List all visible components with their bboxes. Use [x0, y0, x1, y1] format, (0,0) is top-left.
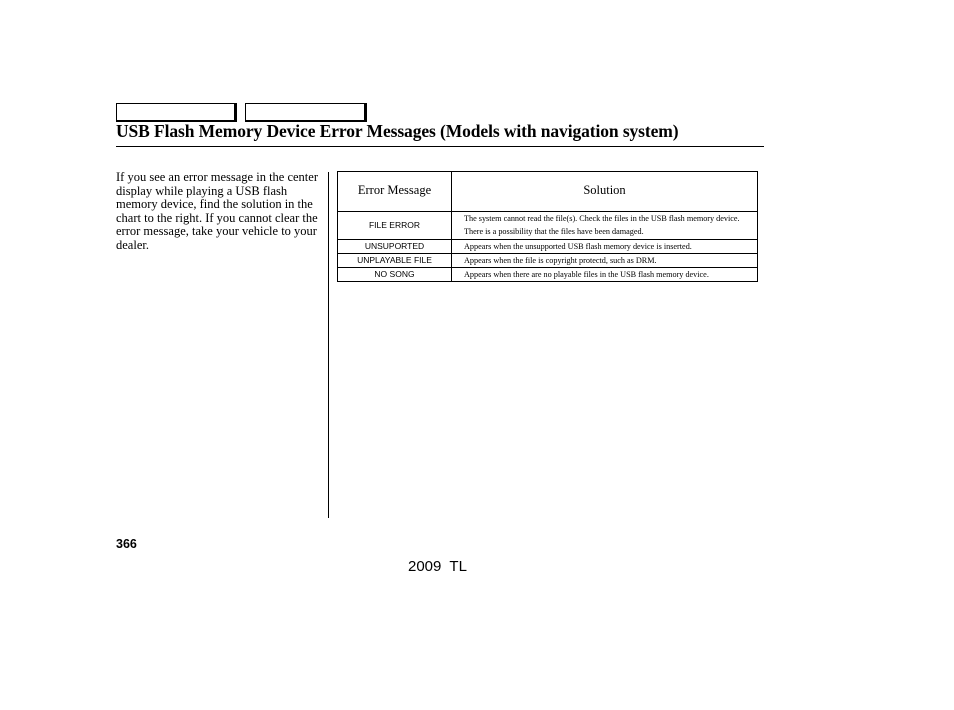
title-rule	[116, 146, 764, 147]
column-divider	[328, 172, 329, 518]
error-message-table	[337, 171, 758, 282]
header-error-message: Error Message	[338, 172, 452, 212]
nav-tab-index[interactable]	[245, 103, 367, 122]
header-solution: Solution	[452, 172, 758, 212]
error-code: NO SONG	[338, 268, 452, 282]
error-code: UNSUPORTED	[338, 239, 452, 253]
table-row	[338, 268, 758, 282]
page-number: 366	[116, 537, 137, 551]
table-header-row	[338, 172, 758, 212]
nav-tab-main-menu[interactable]	[116, 103, 237, 122]
intro-paragraph: If you see an error message in the center display while playing a USB flash memory device, find the solution in the chart to the right. If you cannot clear the error message, take your vehicle to your dealer.	[116, 170, 318, 252]
error-solution: Appears when the file is copyright protectd, such as DRM.	[452, 253, 758, 267]
error-solution: The system cannot read the file(s). Check the files in the USB flash memory device. There is a possibility that the files have been damaged.	[452, 212, 758, 240]
error-code: FILE ERROR	[338, 212, 452, 240]
error-code: UNPLAYABLE FILE	[338, 253, 452, 267]
table-row	[338, 239, 758, 253]
table-row	[338, 253, 758, 267]
error-solution: Appears when there are no playable files in the USB flash memory device.	[452, 268, 758, 282]
page-title: USB Flash Memory Device Error Messages (Models with navigation system)	[116, 121, 679, 141]
model-label: 2009 TL	[408, 558, 467, 575]
table-row	[338, 212, 758, 240]
error-solution: Appears when the unsupported USB flash memory device is inserted.	[452, 239, 758, 253]
